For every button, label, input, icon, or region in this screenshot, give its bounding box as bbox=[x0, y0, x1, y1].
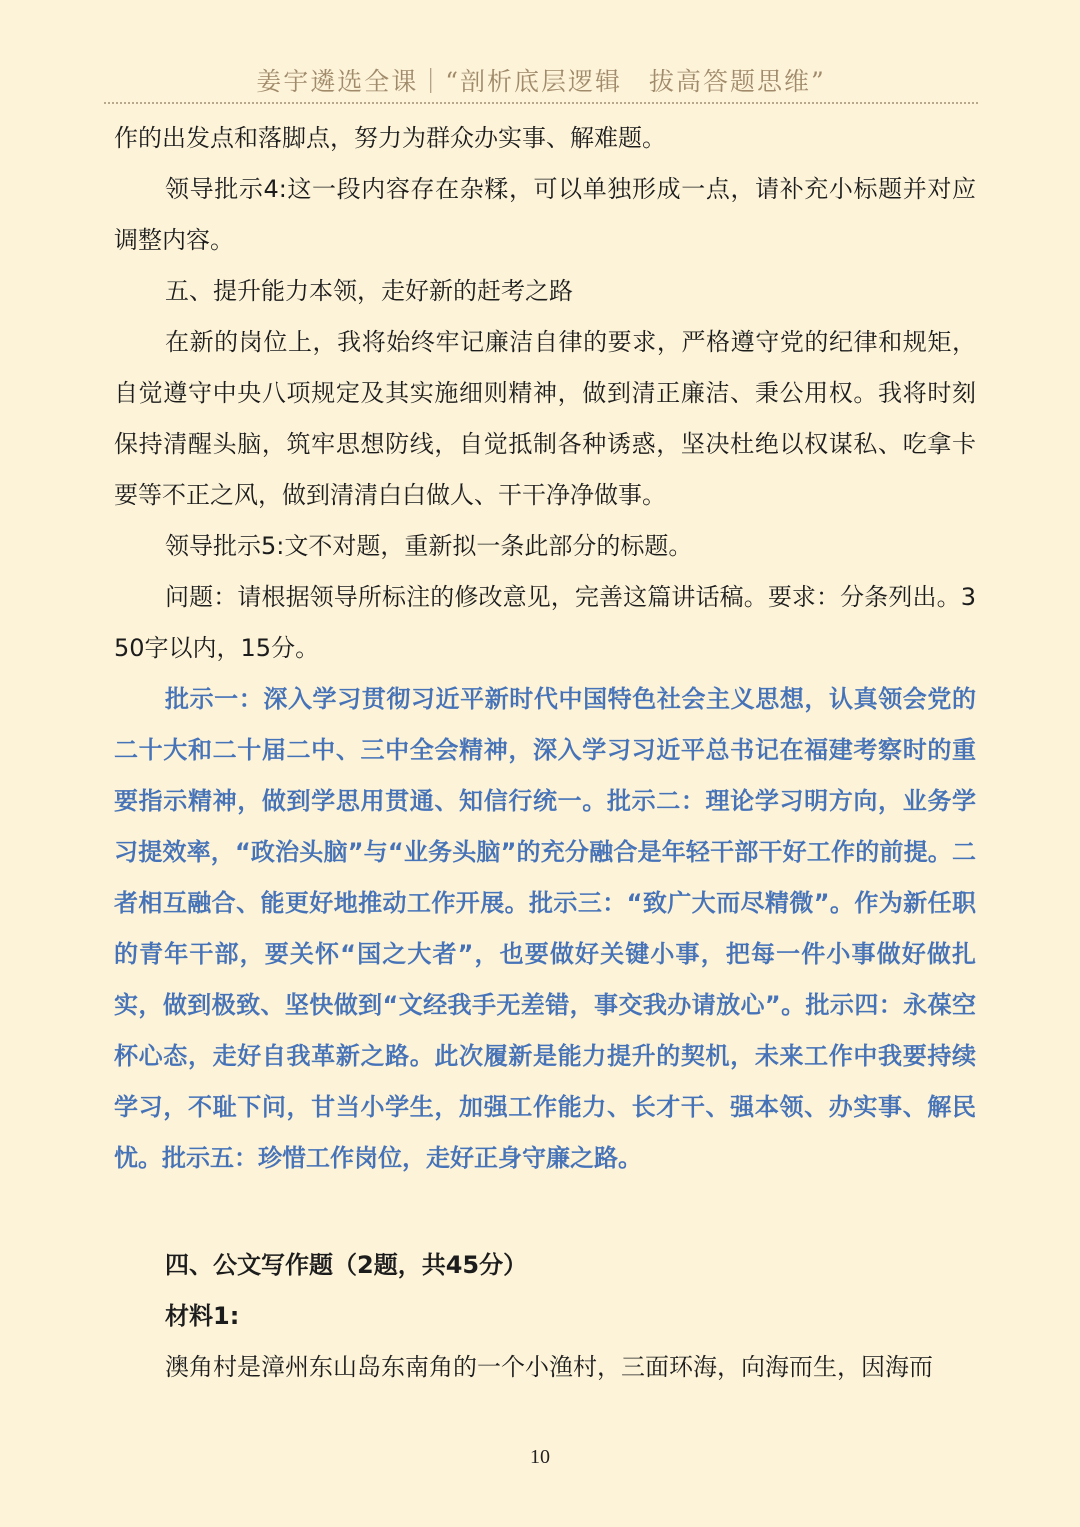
section-heading-five: 五、提升能力本领，走好新的赶考之路 bbox=[165, 277, 573, 305]
material-text: 澳角村是漳州东山岛东南角的一个小渔村，三面环海，向海而生，因海而 bbox=[165, 1353, 933, 1381]
question-prompt: 问题：请根据领导所标注的修改意见，完善这篇讲话稿。要求：分条列出。350字以内，15分。 bbox=[114, 583, 976, 662]
section-gap bbox=[114, 1184, 976, 1240]
paragraph-continuation: 作的出发点和落脚点，努力为群众办实事、解难题。 bbox=[114, 124, 666, 152]
section-title-writing: 四、公文写作题（2题，共45分） bbox=[165, 1251, 528, 1279]
leader-comment-5: 领导批示5:文不对题，重新拟一条此部分的标题。 bbox=[165, 532, 693, 560]
leader-comment-4: 领导批示4:这一段内容存在杂糅，可以单独形成一点，请补充小标题并对应调整内容。 bbox=[114, 175, 976, 254]
page-body bbox=[114, 113, 976, 1393]
material-label: 材料1: bbox=[165, 1302, 240, 1330]
page-number: 10 bbox=[530, 1446, 550, 1468]
header-divider bbox=[104, 102, 978, 104]
paragraph-integrity: 在新的岗位上，我将始终牢记廉洁自律的要求，严格遵守党的纪律和规矩，自觉遵守中央八项规定及其实施细则精神，做到清正廉洁、秉公用权。我将时刻保持清醒头脑，筑牢思想防线，自觉抵制各种诱惑，坚决杜绝以权谋私、吃拿卡要等不正之风，做到清清白白做人、干干净净做事。 bbox=[114, 328, 976, 509]
answer-text: 批示一：深入学习贯彻习近平新时代中国特色社会主义思想，认真领会党的二十大和二十届二中、三中全会精神，深入学习习近平总书记在福建考察时的重要指示精神，做到学思用贯通、知信行统一。批示二：理论学习明方向，业务学习提效率，“政治头脑”与“业务头脑”的充分融合是年轻干部干好工作的前提。二者相互融合、能更好地推动工作开展。批示三：“致广大而尽精微”。作为新任职的青年干部，要关怀“国之大者”，也要做好关键小事，把每一件小事做好做扎实，做到极致、坚快做到“文经我手无差错，事交我办请放心”。批示四：永葆空杯心态，走好自我革新之路。此次履新是能力提升的契机，未来工作中我要持续学习，不耻下问，甘当小学生，加强工作能力、长才干、强本领、办实事、解民忧。批示五：珍惜工作岗位，走好正身守廉之路。 bbox=[114, 685, 976, 1172]
page-header: 姜宇遴选全课｜“剖析底层逻辑 拔高答题思维” bbox=[256, 67, 826, 96]
